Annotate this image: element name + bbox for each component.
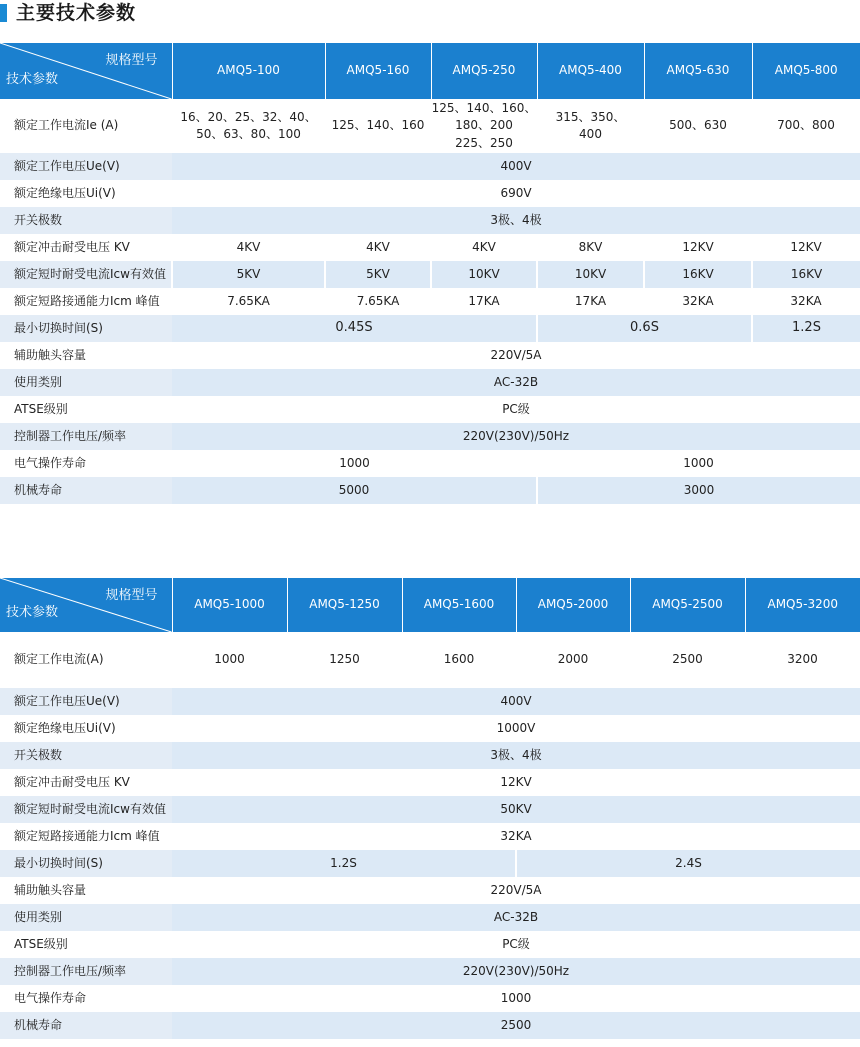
corner-label-model: 规格型号	[105, 588, 158, 603]
cell-value: 1.2S	[752, 315, 860, 342]
table-row	[0, 261, 860, 288]
model-header: AMQ5-630	[644, 43, 752, 99]
table-row	[0, 1012, 860, 1039]
row-label: 额定绝缘电压Ui(V)	[0, 180, 172, 207]
cell-value: AC-32B	[172, 369, 860, 396]
table-row	[0, 877, 860, 904]
table-row	[0, 396, 860, 423]
cell-value: 50KV	[172, 796, 860, 823]
table-row	[0, 423, 860, 450]
table-row	[0, 688, 860, 715]
table-row	[0, 985, 860, 1012]
model-header: AMQ5-160	[325, 43, 431, 99]
cell-value: 17KA	[537, 288, 644, 315]
model-header: AMQ5-100	[172, 43, 325, 99]
cell-value: 16KV	[644, 261, 752, 288]
cell-value: 315、350、 400	[537, 99, 644, 153]
row-label: ATSE级别	[0, 396, 172, 423]
table-row	[0, 342, 860, 369]
cell-value: PC级	[172, 396, 860, 423]
cell-value: 1000	[172, 985, 860, 1012]
cell-value: 2.4S	[516, 850, 860, 877]
table-row	[0, 769, 860, 796]
table-row	[0, 315, 860, 342]
cell-value: 3000	[537, 477, 860, 504]
row-label: 最小切换时间(S)	[0, 850, 172, 877]
cell-value: 10KV	[537, 261, 644, 288]
cell-value: 12KV	[644, 234, 752, 261]
cell-value: 17KA	[431, 288, 537, 315]
cell-value: 500、630	[644, 99, 752, 153]
cell-value: 400V	[172, 153, 860, 180]
cell-value: 7.65KA	[325, 288, 431, 315]
table-row	[0, 477, 860, 504]
row-label: 额定工作电压Ue(V)	[0, 153, 172, 180]
cell-value: 3极、4极	[172, 742, 860, 769]
model-header: AMQ5-400	[537, 43, 644, 99]
model-header: AMQ5-1000	[172, 578, 287, 632]
row-label: 控制器工作电压/频率	[0, 423, 172, 450]
cell-value: 32KA	[172, 823, 860, 850]
row-label: 额定短路接通能力Icm 峰值	[0, 288, 172, 315]
row-label: 机械寿命	[0, 477, 172, 504]
cell-value: 1000V	[172, 715, 860, 742]
row-label: 使用类别	[0, 904, 172, 931]
model-header: AMQ5-1250	[287, 578, 402, 632]
cell-value: 4KV	[431, 234, 537, 261]
table-row	[0, 99, 860, 153]
table-row	[0, 207, 860, 234]
cell-value: 125、140、160	[325, 99, 431, 153]
row-label: 机械寿命	[0, 1012, 172, 1039]
cell-value: 5000	[172, 477, 537, 504]
cell-value: 1.2S	[172, 850, 516, 877]
row-label: 额定工作电压Ue(V)	[0, 688, 172, 715]
cell-value: 1600	[402, 632, 516, 688]
row-label: 开关极数	[0, 207, 172, 234]
table-row	[0, 850, 860, 877]
table-row	[0, 450, 860, 477]
cell-value: 32KA	[644, 288, 752, 315]
cell-value: 2500	[630, 632, 745, 688]
cell-value: 400V	[172, 688, 860, 715]
cell-value: 16、20、25、32、40、 50、63、80、100	[172, 99, 325, 153]
cell-value: 8KV	[537, 234, 644, 261]
table-row	[0, 823, 860, 850]
corner-cell	[0, 578, 172, 632]
row-label: 使用类别	[0, 369, 172, 396]
row-label: 额定冲击耐受电压 KV	[0, 769, 172, 796]
corner-cell	[0, 43, 172, 99]
row-label: 额定短时耐受电流Icw有效值	[0, 796, 172, 823]
header-row	[0, 578, 860, 632]
table-row	[0, 234, 860, 261]
section-header	[0, 0, 860, 28]
cell-value: 5KV	[172, 261, 325, 288]
model-header: AMQ5-2000	[516, 578, 630, 632]
cell-value: 3200	[745, 632, 860, 688]
table-row	[0, 742, 860, 769]
table-row	[0, 180, 860, 207]
cell-value: AC-32B	[172, 904, 860, 931]
row-label: 辅助触头容量	[0, 342, 172, 369]
cell-value: 4KV	[325, 234, 431, 261]
spec-table-2	[0, 578, 860, 1039]
corner-label-params: 技术参数	[6, 72, 59, 88]
table-row	[0, 958, 860, 985]
cell-value: 12KV	[172, 769, 860, 796]
row-label: 额定工作电流(A)	[0, 632, 172, 688]
cell-value: 690V	[172, 180, 860, 207]
model-header: AMQ5-3200	[745, 578, 860, 632]
cell-value: 2000	[516, 632, 630, 688]
cell-value: 125、140、160、 180、200 225、250	[431, 99, 537, 153]
table-row	[0, 288, 860, 315]
cell-value: 0.6S	[537, 315, 752, 342]
spec-table-1	[0, 43, 860, 504]
cell-value: 0.45S	[172, 315, 537, 342]
row-label: 开关极数	[0, 742, 172, 769]
table-row	[0, 931, 860, 958]
cell-value: 3极、4极	[172, 207, 860, 234]
row-label: 额定工作电流Ie (A)	[0, 99, 172, 153]
model-header: AMQ5-800	[752, 43, 860, 99]
cell-value: 220V(230V)/50Hz	[172, 423, 860, 450]
cell-value: 1000	[537, 450, 860, 477]
cell-value: 2500	[172, 1012, 860, 1039]
row-label: 最小切换时间(S)	[0, 315, 172, 342]
title-accent-bar	[0, 4, 7, 22]
cell-value: 220V(230V)/50Hz	[172, 958, 860, 985]
cell-value: PC级	[172, 931, 860, 958]
row-label: 辅助触头容量	[0, 877, 172, 904]
table-row	[0, 153, 860, 180]
table-row	[0, 715, 860, 742]
cell-value: 220V/5A	[172, 877, 860, 904]
section-title: 主要技术参数	[16, 2, 137, 24]
cell-value: 7.65KA	[172, 288, 325, 315]
row-label: 额定短路接通能力Icm 峰值	[0, 823, 172, 850]
cell-value: 12KV	[752, 234, 860, 261]
cell-value: 1000	[172, 632, 287, 688]
cell-value: 700、800	[752, 99, 860, 153]
corner-label-params: 技术参数	[6, 605, 59, 621]
table-row	[0, 904, 860, 931]
row-label: 电气操作寿命	[0, 450, 172, 477]
cell-value: 220V/5A	[172, 342, 860, 369]
cell-value: 32KA	[752, 288, 860, 315]
cell-value: 4KV	[172, 234, 325, 261]
model-header: AMQ5-1600	[402, 578, 516, 632]
row-label: ATSE级别	[0, 931, 172, 958]
cell-value: 16KV	[752, 261, 860, 288]
row-label: 控制器工作电压/频率	[0, 958, 172, 985]
row-label: 电气操作寿命	[0, 985, 172, 1012]
corner-label-model: 规格型号	[105, 53, 158, 68]
model-header: AMQ5-250	[431, 43, 537, 99]
table-row	[0, 632, 860, 688]
cell-value: 1000	[172, 450, 537, 477]
cell-value: 5KV	[325, 261, 431, 288]
row-label: 额定绝缘电压Ui(V)	[0, 715, 172, 742]
table-row	[0, 369, 860, 396]
cell-value: 1250	[287, 632, 402, 688]
row-label: 额定短时耐受电流Icw有效值	[0, 261, 172, 288]
header-row	[0, 43, 860, 99]
table-row	[0, 796, 860, 823]
cell-value: 10KV	[431, 261, 537, 288]
model-header: AMQ5-2500	[630, 578, 745, 632]
row-label: 额定冲击耐受电压 KV	[0, 234, 172, 261]
